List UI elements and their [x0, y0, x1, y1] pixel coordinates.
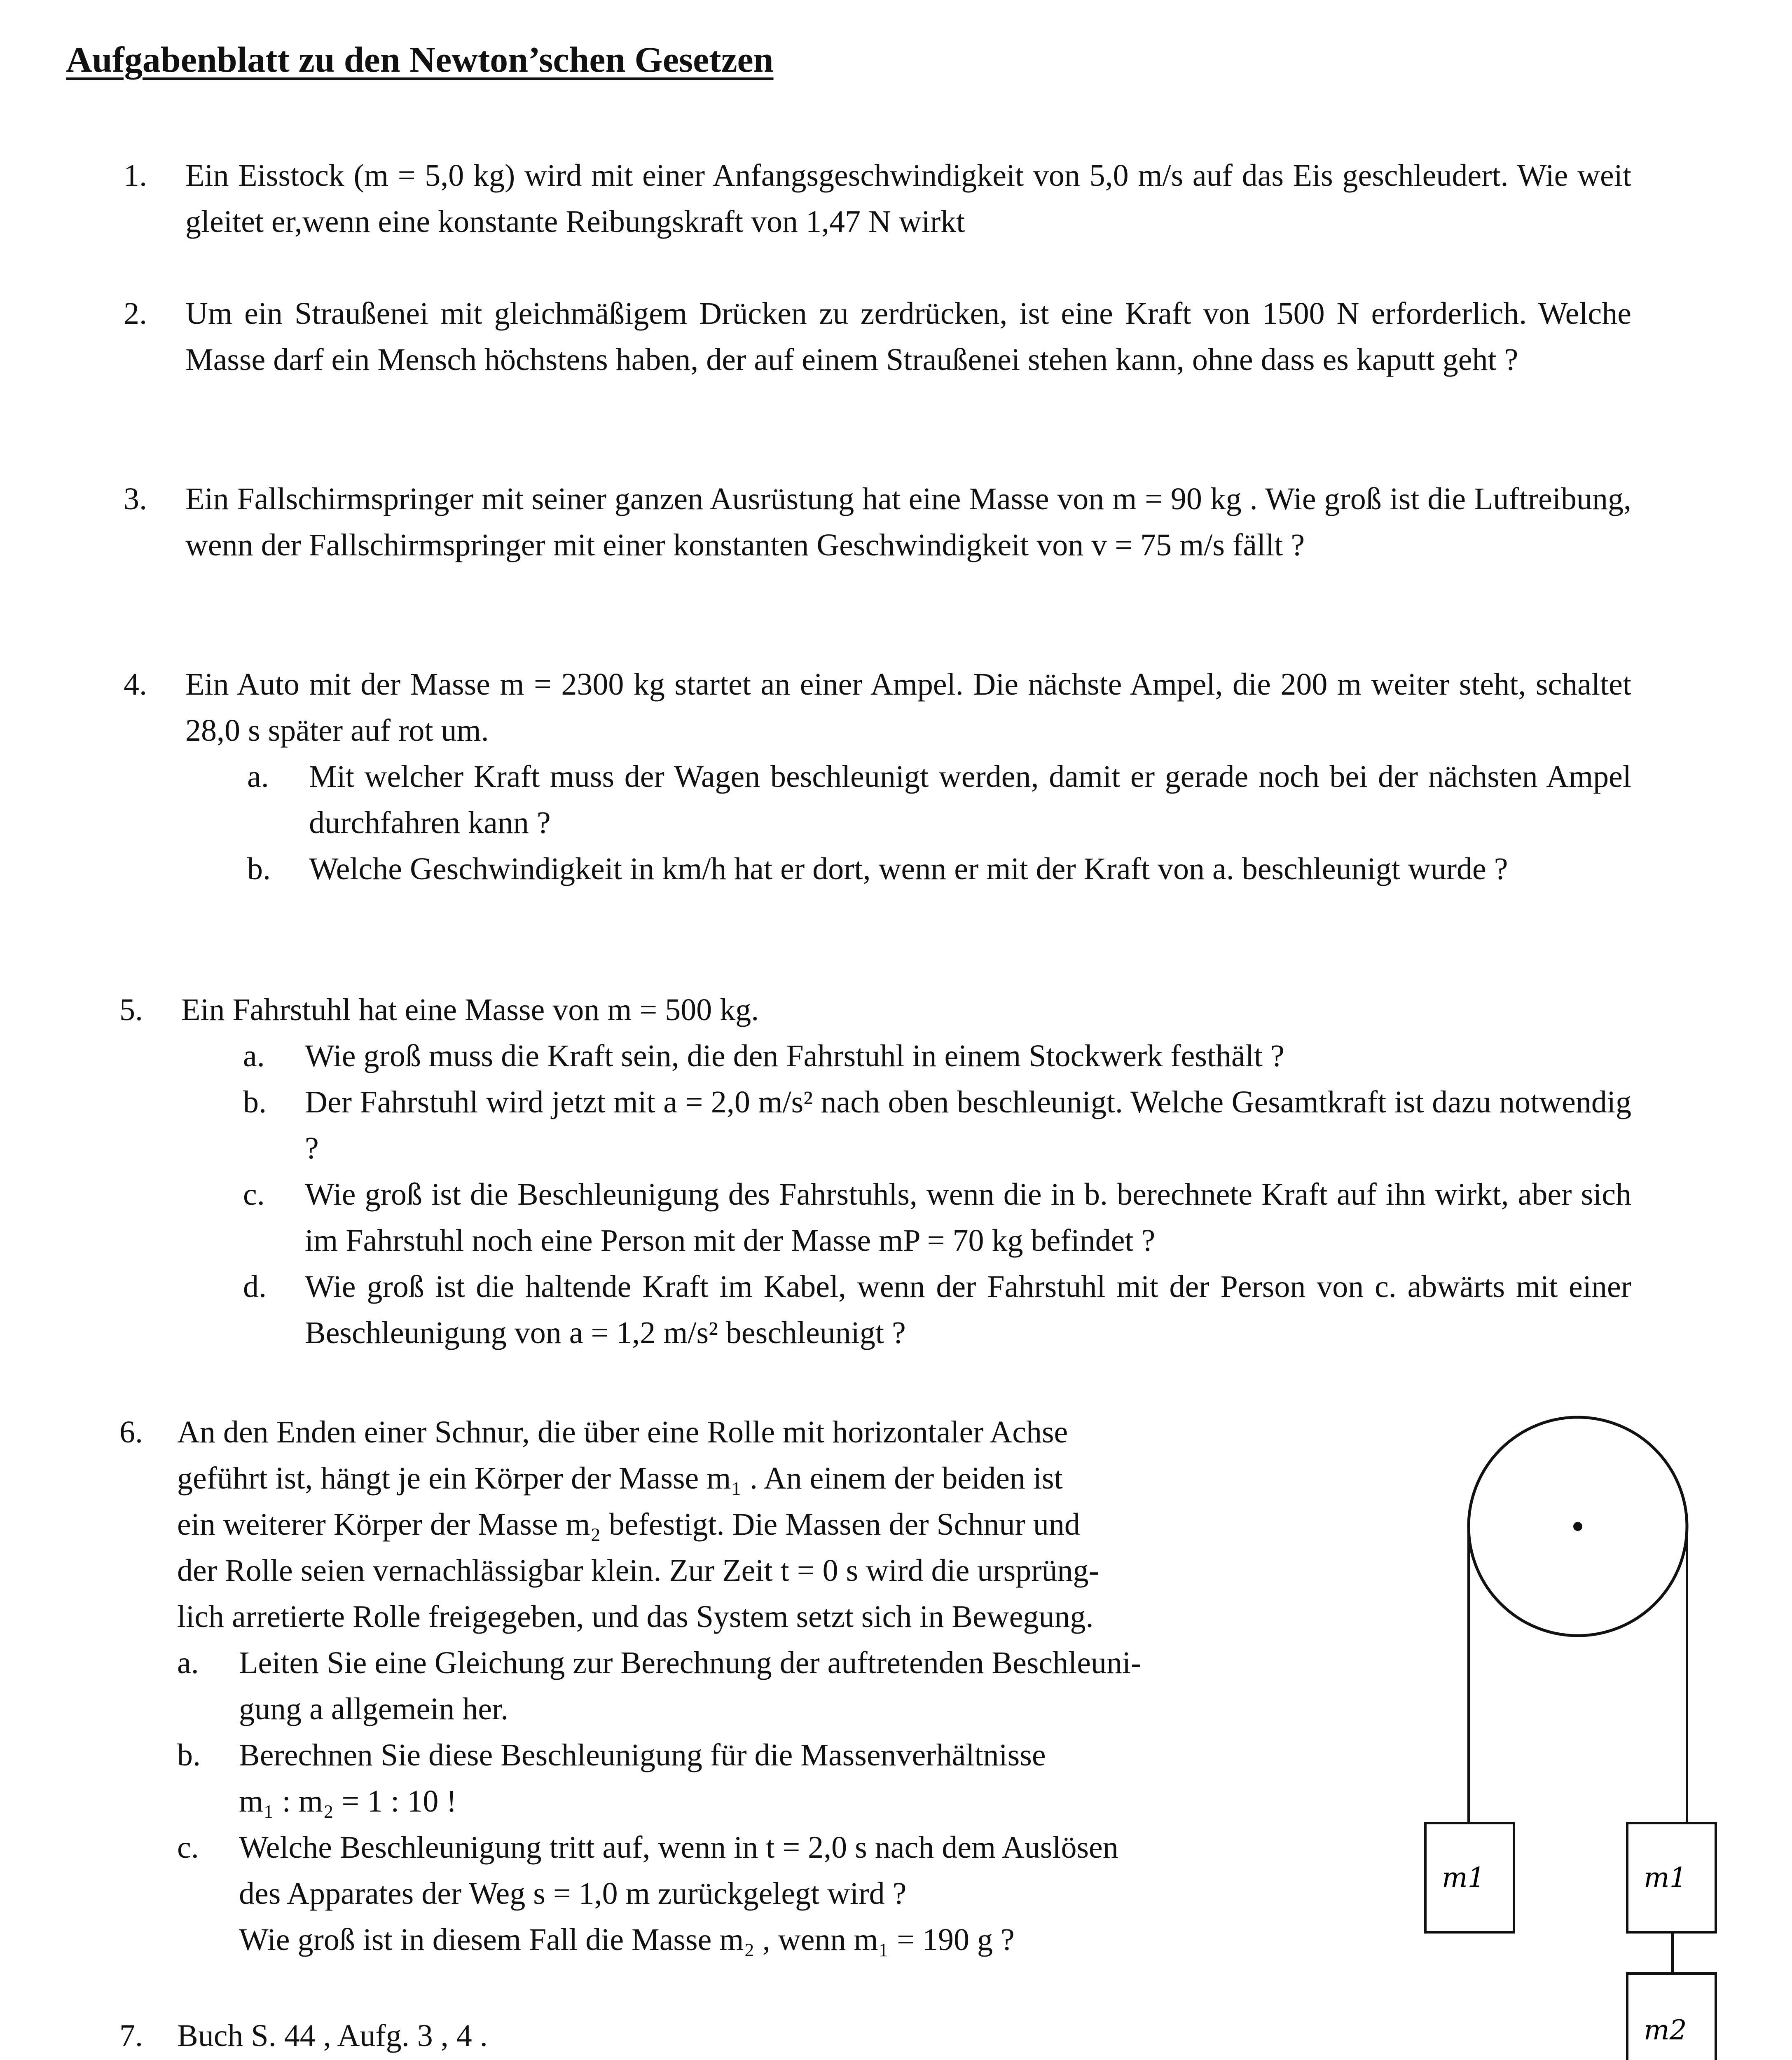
subtask-a: [247, 754, 1631, 846]
subtask-b: [177, 1732, 1364, 1824]
subtask-line: Berechnen Sie diese Beschleunigung für die Massenverhältnisse: [239, 1738, 1046, 1772]
subtask-line: des Apparates der Weg s = 1,0 m zurückgelegt wird ?: [239, 1876, 907, 1911]
task-text: Ein Eisstock (m = 5,0 kg) wird mit einer Anfangsgeschwindigkeit von 5,0 m/s auf das Eis geschleudert. Wie weit gleitet er,wenn eine konstante Reibungskraft von 1,47 N wirkt: [185, 158, 1631, 239]
subtask-text: Wie groß ist die Beschleunigung des Fahrstuhls, wenn die in b. berechnete Kraft auf ihn wirkt, aber sich im Fahrstuhl noch eine Person mit der Masse mP = 70 kg befindet ?: [305, 1177, 1631, 1258]
task-line: der Rolle seien vernachlässigbar klein. Zur Zeit t = 0 s wird die ursprüng-: [177, 1553, 1099, 1588]
subtask-text: Welche Geschwindigkeit in km/h hat er dort, wenn er mit der Kraft von a. beschleunigt wurde ?: [309, 852, 1508, 886]
subtask-label: b.: [243, 1085, 267, 1119]
task-number: 7.: [119, 2018, 143, 2053]
pulley-axle: [1573, 1522, 1582, 1531]
mass-right: [1627, 1823, 1716, 1932]
mass-left-label: m1: [1442, 1862, 1485, 1894]
task-text: Buch S. 44 , Aufg. 3 , 4 .: [177, 2018, 488, 2053]
task-text: Ein Fallschirmspringer mit seiner ganzen Ausrüstung hat eine Masse von m = 90 kg . Wie groß ist die Luftreibung, wenn der Fallschirmspringer mit einer konstanten Geschwindigkeit von v = 75 m/s fällt ?: [185, 482, 1631, 562]
task-number: 3.: [124, 482, 147, 516]
subtask-line: Welche Beschleunigung tritt auf, wenn in t = 2,0 s nach dem Auslösen: [239, 1830, 1118, 1865]
subtask-label: c.: [243, 1177, 265, 1212]
subtask-b: [247, 846, 1631, 892]
subtask-line: Wie groß ist in diesem Fall die Masse m₂ , wenn m₁ = 190 g ?: [239, 1922, 1015, 1957]
pulley-diagram: [1392, 1376, 1755, 2060]
subtask-label: b.: [177, 1738, 201, 1772]
mass-left: [1425, 1823, 1514, 1932]
task-number: 6.: [119, 1415, 143, 1449]
subtask-b: [243, 1079, 1631, 1171]
pulley-wheel: [1469, 1417, 1687, 1636]
subtask-label: a.: [177, 1646, 199, 1680]
subtask-text: Der Fahrstuhl wird jetzt mit a = 2,0 m/s² nach oben beschleunigt. Welche Gesamtkraft ist dazu notwendig ?: [305, 1085, 1631, 1166]
task-text: Ein Auto mit der Masse m = 2300 kg startet an einer Ampel. Die nächste Ampel, die 200 m weiter steht, schaltet 28,0 s später auf rot um.: [185, 667, 1631, 748]
task-line: lich arretierte Rolle freigegeben, und das System setzt sich in Bewegung.: [177, 1599, 1094, 1634]
subtask-a: [243, 1033, 1631, 1079]
subtask-c: [243, 1171, 1631, 1264]
task-number: 1.: [124, 158, 147, 193]
task-text: Um ein Straußenei mit gleichmäßigem Drücken zu zerdrücken, ist eine Kraft von 1500 N erforderlich. Welche Masse darf ein Mensch höchstens haben, der auf einem Straußenei stehen kann, ohne dass es kaputt geht ?: [185, 296, 1631, 377]
task-line: geführt ist, hängt je ein Körper der Masse m₁ . An einem der beiden ist: [177, 1461, 1063, 1496]
task-line: ein weiterer Körper der Masse m₂ befestigt. Die Massen der Schnur und: [177, 1507, 1080, 1542]
task-number: 2.: [124, 296, 147, 331]
task-body: [177, 1409, 1364, 1963]
task-number: 5.: [119, 993, 143, 1027]
subtask-line: gung a allgemein her.: [239, 1692, 509, 1726]
task-line: An den Enden einer Schnur, die über eine Rolle mit horizontaler Achse: [177, 1415, 1068, 1449]
subtask-d: [243, 1264, 1631, 1356]
task-number: 4.: [124, 667, 147, 702]
task-body: [181, 987, 1631, 1356]
subtask-label: b.: [247, 852, 271, 886]
task-text: Ein Fahrstuhl hat eine Masse von m = 500 kg.: [181, 993, 759, 1027]
mass-bottom: [1627, 1973, 1716, 2060]
mass-right-label: m1: [1644, 1862, 1687, 1894]
subtask-text: Wie groß ist die haltende Kraft im Kabel, wenn der Fahrstuhl mit der Person von c. abwärts mit einer Beschleunigung von a = 1,2 m/s² beschleunigt ?: [305, 1269, 1631, 1350]
subtask-label: a.: [243, 1039, 265, 1073]
subtask-label: d.: [243, 1269, 267, 1304]
page-title: Aufgabenblatt zu den Newton’schen Gesetzen: [66, 40, 774, 80]
subtask-c: [177, 1824, 1364, 1963]
task-body: [185, 661, 1631, 892]
subtask-line: Leiten Sie eine Gleichung zur Berechnung der auftretenden Beschleuni-: [239, 1646, 1142, 1680]
mass-bottom-label: m2: [1644, 2014, 1687, 2046]
subtask-line: m₁ : m₂ = 1 : 10 !: [239, 1784, 457, 1819]
subtask-text: Mit welcher Kraft muss der Wagen beschleunigt werden, damit er gerade noch bei der nächsten Ampel durchfahren kann ?: [309, 759, 1631, 840]
subtask-text: Wie groß muss die Kraft sein, die den Fahrstuhl in einem Stockwerk festhält ?: [305, 1039, 1284, 1073]
subtask-label: c.: [177, 1830, 199, 1865]
subtask-label: a.: [247, 759, 269, 794]
subtask-a: [177, 1640, 1364, 1732]
